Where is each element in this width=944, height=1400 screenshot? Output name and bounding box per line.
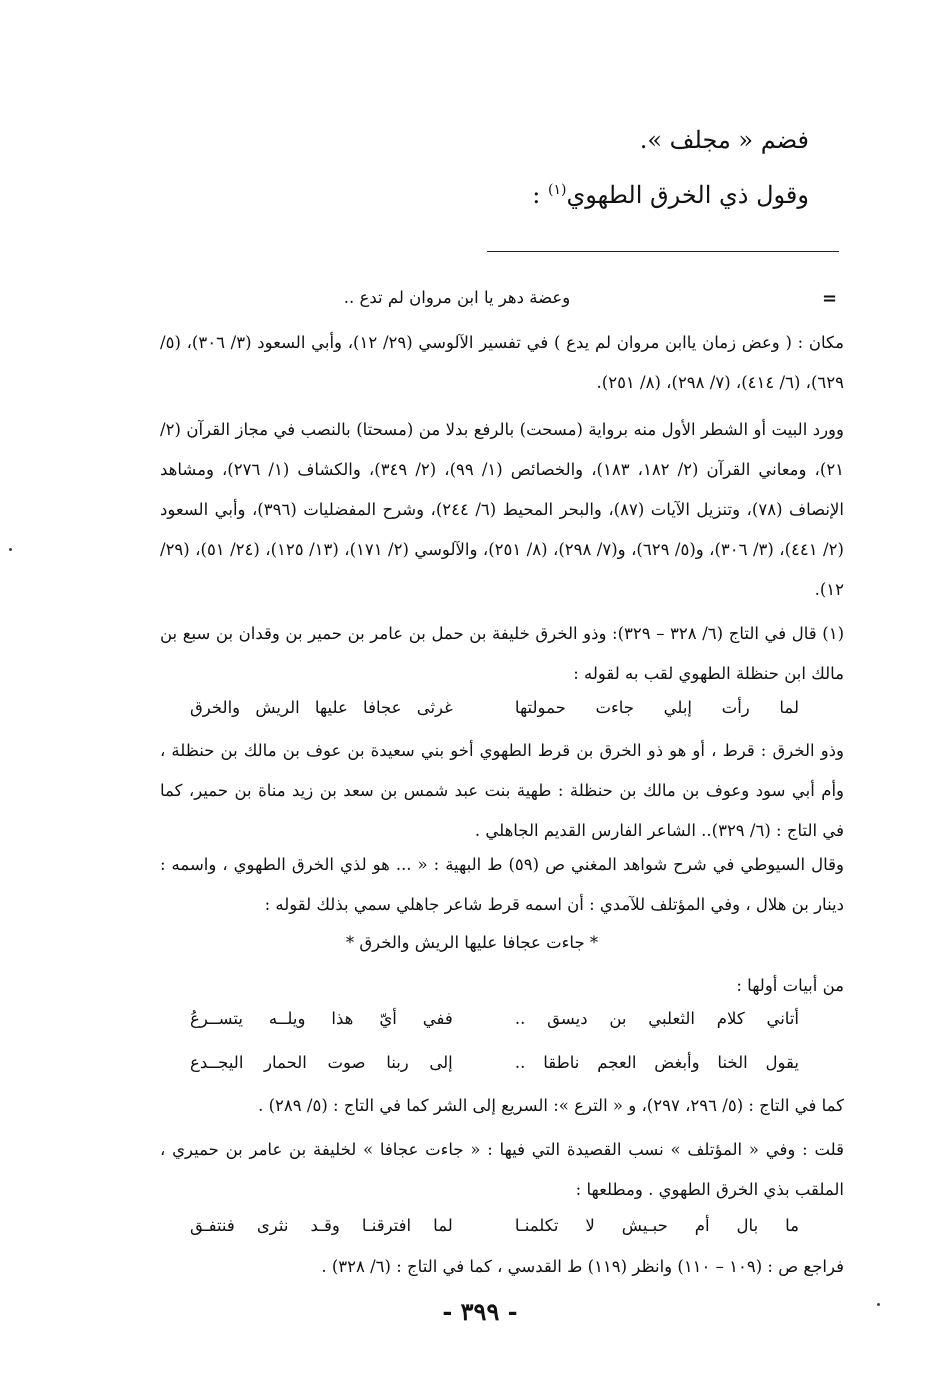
footnote-paragraph-3: (١) قال في التاج (٦/ ٣٢٨ – ٣٢٩): وذو الخرق خليفة بن حمل بن عامر بن حمير بن وقدان بن سبع بن مالك ابن حنظلة الطهوي لقب به لقوله :	[160, 624, 844, 683]
footnote-verse-fragment: وعضة دهر يا ابن مروان لم تدع ..	[343, 288, 571, 307]
continuation-marker: =	[822, 288, 838, 309]
verse-1-second-hemistich: غرثى عجافا عليها الريش والخرق	[190, 698, 453, 717]
verse-4-first-hemistich: ما بال أم حبـيش لا تكلمنـا	[514, 1216, 799, 1235]
scan-speck	[9, 548, 12, 551]
main-text-line-2-text: وقول ذي الخرق الطهوي	[566, 181, 809, 209]
poem-verse-2	[190, 997, 799, 1041]
footnote-separator	[487, 251, 839, 252]
main-text-line-1: فضم « مجلف ».	[639, 126, 809, 154]
footnote-paragraph-2: وورد البيت أو الشطر الأول منه برواية (مسحت) بالرفع بدلا من (مسحتا) بالنصب في مجاز القرآن (٢/ ٢١)، ومعاني القرآن (٢/ ١٨٢، ١٨٣)، والخصائص (١/ ٩٩)، (٢/ ٣٤٩)، والكشاف (١/ ٢٧٦)، ومشاهد الإنصاف (٧٨)، وتنزيل الآيات (٨٧)، والبحر المحيط (٦/ ٢٤٤)، وشرح المفضليات (٣٩٦)، وأبي السعود (٢/ ٤٤١)، (٣/ ٣٠٦)، و(٥/ ٦٢٩)، و(٧/ ٢٩٨)، (٨/ ٢٥١)، والآلوسي (٢/ ١٧١)، (١٣/ ١٢٥)، (٢٤/ ٥١)، (٢٩/ ١٢).	[160, 420, 845, 599]
page-number: - ٣٩٩ -	[442, 1297, 518, 1326]
verse-4-second-hemistich: لما افترقنـا وقـد نثرى فنتفـق	[190, 1216, 453, 1235]
verse-1-first-hemistich: لما رأت إبلي جاءت حمولتها	[514, 698, 799, 717]
poem-verse-4	[190, 1204, 799, 1248]
footnote-paragraph-9: فراجع ص : (١٠٩ – ١١٠) وانظر (١١٩) ط القدسي ، كما في التاج : (٦/ ٣٢٨) .	[321, 1257, 844, 1276]
main-text-line-2	[300, 170, 809, 215]
scan-speck	[877, 1303, 880, 1306]
poem-verse-1	[190, 686, 799, 730]
verse-2-second-hemistich: ففي أيّ هذا ويلــه يتســرعُ	[190, 1009, 453, 1028]
poem-verse-3	[190, 1041, 799, 1085]
verse-3-first-hemistich: يقول الخنا وأبغض العجم ناطقا ..	[514, 1053, 799, 1072]
footnote-paragraph-4: وذو الخرق : قرط ، أو هو ذو الخرق بن قرط الطهوي أخو بني سعيدة بن عوف بن مالك بن حنظلة ، وأم أبي سود وعوف بن مالك بن حنظلة : طهية بنت عبد شمس بن سعد بن زيد مناة بن حمير، كما في التاج : (٦/ ٣٢٩).. الشاعر الفارس القديم الجاهلي .	[160, 741, 844, 840]
footnote-paragraph-1: مكان : ( وعض زمان ياابن مروان لم يدع ) في تفسير الآلوسي (٢٩/ ١٢)، وأبي السعود (٣/ ٣٠٦)، (٥/ ٦٢٩)، (٦/ ٤١٤)، (٧/ ٢٩٨)، (٨/ ٢٥١).	[160, 333, 844, 392]
verse-2-first-hemistich: أتاني كلام الثعلبي بن ديسق ..	[514, 1009, 799, 1028]
verse-3-second-hemistich: إلى ربنا صوت الحمار اليجــدع	[190, 1053, 453, 1072]
footnote-paragraph-6: من أبيات أولها :	[736, 976, 844, 995]
main-text-line-2-end: :	[532, 181, 549, 209]
footnote-paragraph-8: قلت : وفي « المؤتلف » نسب القصيدة التي فيها : « جاءت عجافا » لخليفة بن عامر بن حميري ، الملقب بذي الخرق الطهوي . ومطلعها :	[160, 1140, 844, 1199]
footnote-ref-1: (١)	[548, 182, 567, 198]
footnote-paragraph-5: وقال السيوطي في شرح شواهد المغني ص (٥٩) ط البهية : « ... هو لذي الخرق الطهوي ، واسمه : دينار بن هلال ، وفي المؤتلف للآمدي : أن اسمه قرط شاعر جاهلي سمي بذلك لقوله :	[160, 855, 844, 914]
quoted-hemistich: * جاءت عجافا عليها الريش والخرق *	[345, 933, 599, 952]
footnote-paragraph-7: كما في التاج : (٥/ ٢٩٦، ٢٩٧)، و « الترع »: السريع إلى الشر كما في التاج : (٥/ ٢٨٩) .	[258, 1096, 844, 1115]
